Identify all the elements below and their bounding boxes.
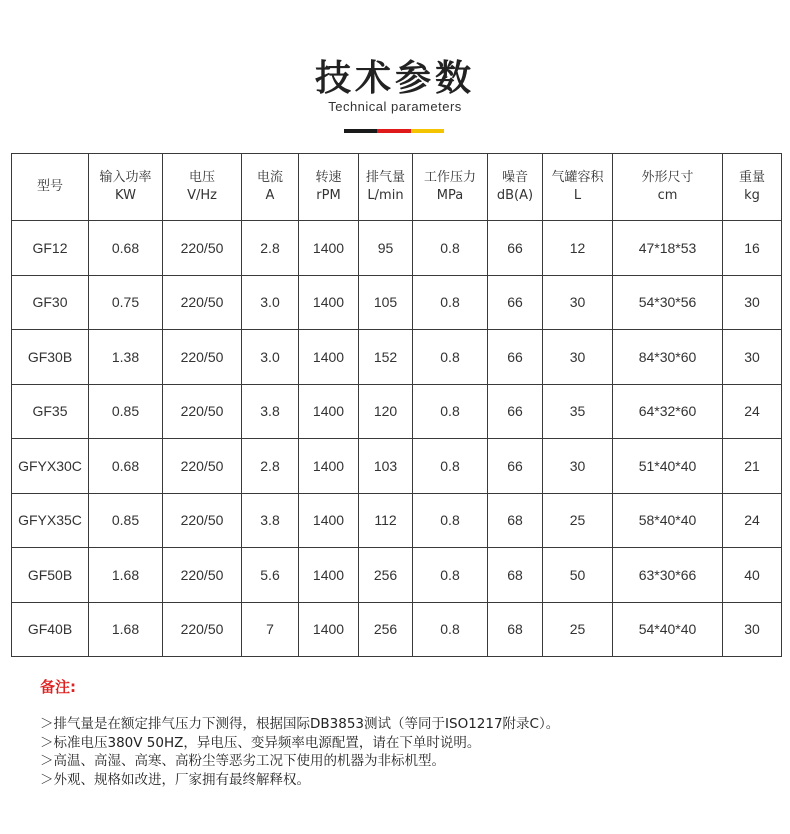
model-cell: GF40B [12,602,89,657]
table-cell: 220/50 [163,330,242,385]
table-cell: 220/50 [163,439,242,494]
column-header [723,154,782,221]
divider-segment-yellow [411,129,444,133]
table-cell: 1400 [299,439,359,494]
model-cell: GFYX35C [12,493,89,548]
column-header-unit: dB(A) [496,188,534,203]
table-cell: 68 [488,548,543,603]
column-header [543,154,613,221]
table-cell: 103 [359,439,413,494]
table-cell: 12 [543,221,613,276]
table-cell: 5.6 [242,548,299,603]
table-cell: 66 [488,275,543,330]
table-cell: 95 [359,221,413,276]
column-header-label: 噪音 [501,170,528,185]
note-item: ＞高温、高湿、高寒、高粉尘等恶劣工况下使用的机器为非标机型。 [40,753,445,769]
note-item: ＞排气量是在额定排气压力下测得，根据国际DB3853测试（等同于ISO1217附录C）。 [40,716,560,732]
page-title: 技术参数 [314,58,475,99]
column-header-unit: cm [657,188,678,203]
table-cell: 1400 [299,548,359,603]
table-cell: 40 [723,548,782,603]
column-header [12,154,89,221]
table-cell: 0.8 [413,548,488,603]
column-header [488,154,543,221]
table-cell: 0.8 [413,384,488,439]
table-cell: 68 [488,493,543,548]
table-cell: 54*40*40 [613,602,723,657]
table-cell: 30 [543,275,613,330]
column-header-unit: KW [115,188,136,203]
table-row [12,330,782,385]
table-cell: 84*30*60 [613,330,723,385]
table-cell: 1.68 [89,548,163,603]
table-cell: 220/50 [163,275,242,330]
table-row [12,493,782,548]
table-cell: 2.8 [242,439,299,494]
column-header [242,154,299,221]
table-cell: 0.8 [413,330,488,385]
column-header-unit: A [265,188,275,203]
table-cell: 256 [359,602,413,657]
tricolor-divider [344,129,444,133]
table-cell: 66 [488,439,543,494]
column-header-unit: kg [744,188,760,203]
column-header [163,154,242,221]
table-cell: 0.8 [413,493,488,548]
table-cell: 21 [723,439,782,494]
table-cell: 54*30*56 [613,275,723,330]
table-cell: 1400 [299,493,359,548]
table-cell: 0.8 [413,275,488,330]
table-row [12,548,782,603]
table-cell: 0.8 [413,602,488,657]
divider-segment-black [344,129,377,133]
table-cell: 1.68 [89,602,163,657]
column-header-unit: L [573,188,582,203]
table-cell: 220/50 [163,221,242,276]
table-cell: 16 [723,221,782,276]
page-subtitle: Technical parameters [328,99,462,114]
table-cell: 66 [488,221,543,276]
table-cell: 220/50 [163,493,242,548]
column-header-unit: L/min [367,188,404,203]
table-row [12,602,782,657]
table-row [12,221,782,276]
model-cell: GF12 [12,221,89,276]
table-cell: 2.8 [242,221,299,276]
table-cell: 220/50 [163,602,242,657]
table-cell: 1400 [299,602,359,657]
table-cell: 63*30*66 [613,548,723,603]
table-cell: 35 [543,384,613,439]
table-cell: 0.85 [89,384,163,439]
table-cell: 1400 [299,221,359,276]
table-cell: 3.0 [242,330,299,385]
column-header-label: 转速 [315,170,342,185]
model-cell: GF30 [12,275,89,330]
technical-parameters-table [11,153,782,657]
column-header-unit: MPa [436,188,464,203]
table-cell: 120 [359,384,413,439]
table-cell: 105 [359,275,413,330]
table-cell: 7 [242,602,299,657]
notes-list [40,715,780,789]
table-row [12,275,782,330]
column-header-label: 型号 [36,179,63,194]
table-row [12,439,782,494]
model-cell: GFYX30C [12,439,89,494]
table-cell: 68 [488,602,543,657]
column-header-unit: V/Hz [187,188,217,203]
column-header [359,154,413,221]
table-cell: 0.75 [89,275,163,330]
column-header-unit: rPM [316,188,341,203]
column-header-label: 电流 [256,170,283,185]
table-cell: 0.85 [89,493,163,548]
column-header [613,154,723,221]
column-header [299,154,359,221]
table-cell: 30 [723,275,782,330]
table-cell: 66 [488,384,543,439]
column-header-label: 外形尺寸 [641,170,694,185]
table-cell: 58*40*40 [613,493,723,548]
column-header-label: 输入功率 [99,170,152,185]
model-cell: GF30B [12,330,89,385]
table-cell: 25 [543,493,613,548]
column-header-label: 电压 [188,170,215,185]
column-header-label: 气罐容积 [551,170,604,185]
table-cell: 3.8 [242,384,299,439]
table-cell: 30 [723,330,782,385]
table-cell: 24 [723,493,782,548]
table-cell: 24 [723,384,782,439]
note-item: ＞外观、规格如改进，厂家拥有最终解释权。 [40,771,310,788]
table-cell: 256 [359,548,413,603]
table-cell: 0.8 [413,439,488,494]
table-cell: 64*32*60 [613,384,723,439]
table-cell: 3.0 [242,275,299,330]
table-cell: 30 [723,602,782,657]
table-cell: 30 [543,330,613,385]
column-header [89,154,163,221]
notes-title: 备注: [40,678,76,696]
table-cell: 1400 [299,330,359,385]
table-cell: 50 [543,548,613,603]
column-header [413,154,488,221]
column-header-label: 重量 [738,170,765,185]
table-header-row [12,154,782,221]
table-cell: 0.68 [89,221,163,276]
model-cell: GF50B [12,548,89,603]
table-body [12,221,782,657]
table-cell: 0.8 [413,221,488,276]
table-cell: 220/50 [163,384,242,439]
table-cell: 51*40*40 [613,439,723,494]
table-cell: 47*18*53 [613,221,723,276]
table-cell: 25 [543,602,613,657]
table-cell: 30 [543,439,613,494]
table-cell: 66 [488,330,543,385]
column-header-label: 工作压力 [423,170,476,185]
divider-segment-red [377,129,410,133]
note-item: ＞标准电压380V 50HZ，异电压、变异频率电源配置，请在下单时说明。 [40,734,481,751]
table-cell: 0.68 [89,439,163,494]
model-cell: GF35 [12,384,89,439]
table-cell: 152 [359,330,413,385]
table-row [12,384,782,439]
table-cell: 1400 [299,384,359,439]
column-header-label: 排气量 [365,170,405,185]
table-cell: 220/50 [163,548,242,603]
table-cell: 1.38 [89,330,163,385]
table-cell: 3.8 [242,493,299,548]
table-cell: 112 [359,493,413,548]
table-cell: 1400 [299,275,359,330]
